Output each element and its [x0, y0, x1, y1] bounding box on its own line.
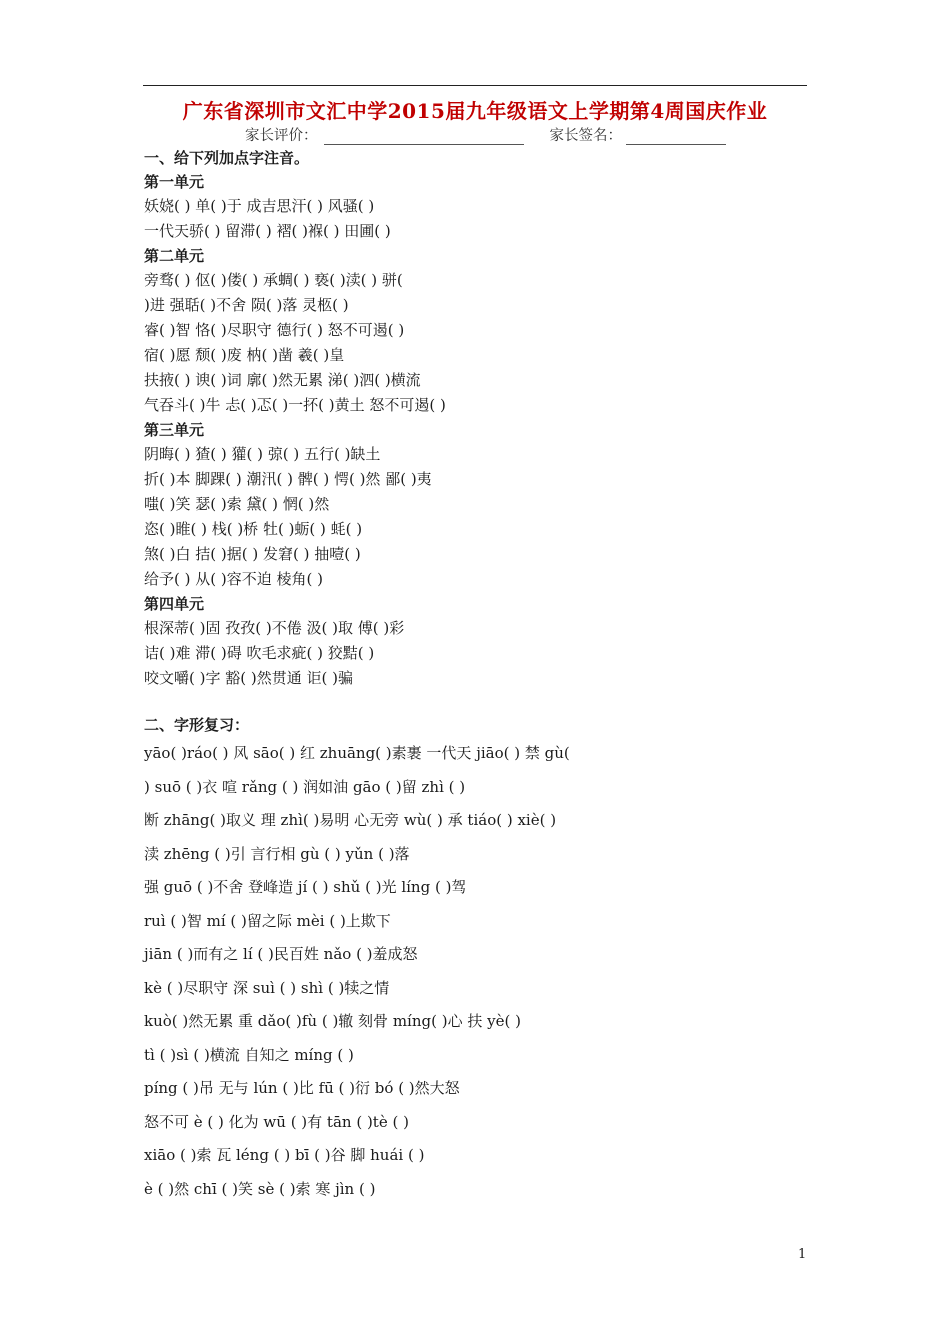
exercise-row: 强 guō ( )不舍 登峰造 jí ( ) shǔ ( )光 líng ( )驾 [144, 878, 467, 896]
exercise-row: 断 zhāng( )取义 理 zhì( )易明 心无旁 wù( ) 承 tiáo( ) xiè( ) [144, 811, 557, 829]
exercise-row: è ( )然 chī ( )笑 sè ( )索 寒 jìn ( ) [144, 1179, 376, 1198]
document-title: 广东省深圳市文汇中学2015届九年级语文上学期第4周国庆作业 [182, 99, 768, 123]
parent-eval-blank [324, 130, 524, 145]
exercise-row: 旁骛( ) 伛( )偻( ) 承蜩( ) 亵( )渎( ) 骈( [144, 271, 403, 289]
exercise-row: jiān ( )而有之 lí ( )民百姓 nǎo ( )羞成怒 [144, 945, 418, 963]
exercise-row: ) suō ( )衣 喧 rǎng ( ) 润如油 gāo ( )留 zhì ( ) [144, 777, 466, 796]
exercise-row: píng ( )吊 无与 lún ( )比 fū ( )衍 bó ( )然大怒 [144, 1079, 460, 1097]
page-number: 1 [798, 1247, 807, 1262]
exercise-row: 宿( )愿 颓( )废 枘( )凿 羲( )皇 [144, 346, 345, 364]
exercise-row: 扶掖( ) 谀( )词 廓( )然无累 涕( )泗( )横流 [144, 371, 421, 389]
exercise-row: 怒不可 è ( ) 化为 wū ( )有 tān ( )tè ( ) [144, 1112, 409, 1131]
exercise-row: kuò( )然无累 重 dǎo( )fù ( )辙 刻骨 míng( )心 扶 yè( ) [144, 1012, 521, 1030]
exercise-row: 渎 zhēng ( )引 言行相 gù ( ) yǔn ( )落 [144, 844, 410, 863]
unit-title: 第四单元 [144, 595, 205, 613]
header-rule [143, 85, 807, 86]
exercise-row: 恣( )睢( ) 栈( )桥 牡( )蛎( ) 蚝( ) [144, 520, 363, 538]
section1-heading: 一、给下列加点字注音。 [144, 149, 310, 167]
parent-sign-blank [626, 130, 726, 145]
exercise-row: 一代天骄( ) 留滞( ) 褶( )褓( ) 田圃( ) [144, 222, 391, 240]
exercise-row: kè ( )尽职守 深 suì ( ) shì ( )犊之情 [144, 978, 390, 997]
unit-title: 第三单元 [144, 421, 205, 439]
exercise-row: 折( )本 脚踝( ) 潮汛( ) 髀( ) 愕( )然 鄙( )夷 [144, 470, 432, 488]
exercise-row: ruì ( )智 mí ( )留之际 mèi ( )上欺下 [144, 911, 391, 930]
exercise-row: yāo( )ráo( ) 风 sāo( ) 红 zhuāng( )素裹 一代天 jiāo( ) 禁 gù( [144, 744, 570, 762]
exercise-row: 阴晦( ) 猹( ) 獾( ) 弶( ) 五行( )缺土 [144, 445, 381, 463]
parent-sign-label: 家长签名： [549, 128, 622, 144]
unit-title: 第一单元 [144, 173, 205, 191]
unit-title: 第二单元 [144, 247, 205, 265]
exercise-row: 煞( )白 拮( )据( ) 发窘( ) 抽噎( ) [144, 545, 361, 563]
exercise-row: 给予( ) 从( )容不迫 棱角( ) [144, 570, 323, 588]
exercise-row: 气吞斗( )牛 忐( )忑( )一抔( )黄土 怒不可遏( ) [144, 396, 446, 414]
exercise-row: 妖娆( ) 单( )于 成吉思汗( ) 风骚( ) [144, 197, 375, 215]
exercise-row: 咬文嚼( )字 豁( )然贯通 讵( )骗 [144, 669, 353, 687]
exercise-row: 嗤( )笑 瑟( )索 黛( ) 惘( )然 [144, 495, 330, 513]
parent-eval-label: 家长评价： [245, 128, 318, 144]
exercise-row: tì ( )sì ( )横流 自知之 míng ( ) [144, 1045, 354, 1064]
exercise-row: xiāo ( )索 瓦 léng ( ) bī ( )谷 脚 huái ( ) [144, 1146, 425, 1164]
exercise-row: 根深蒂( )固 孜孜( )不倦 汲( )取 傅( )彩 [144, 619, 405, 637]
section2-heading: 二、字形复习： [144, 716, 250, 734]
section-gap [144, 691, 814, 713]
exercise-row: 睿( )智 恪( )尽职守 德行( ) 怒不可遏( ) [144, 321, 405, 339]
exercise-row: )进 强聒( )不舍 陨( )落 灵柩( ) [144, 296, 349, 314]
worksheet-content [144, 146, 814, 1206]
exercise-row: 诘( )难 滞( )碍 吹毛求疵( ) 狡黠( ) [144, 644, 375, 662]
parent-line [245, 124, 726, 145]
